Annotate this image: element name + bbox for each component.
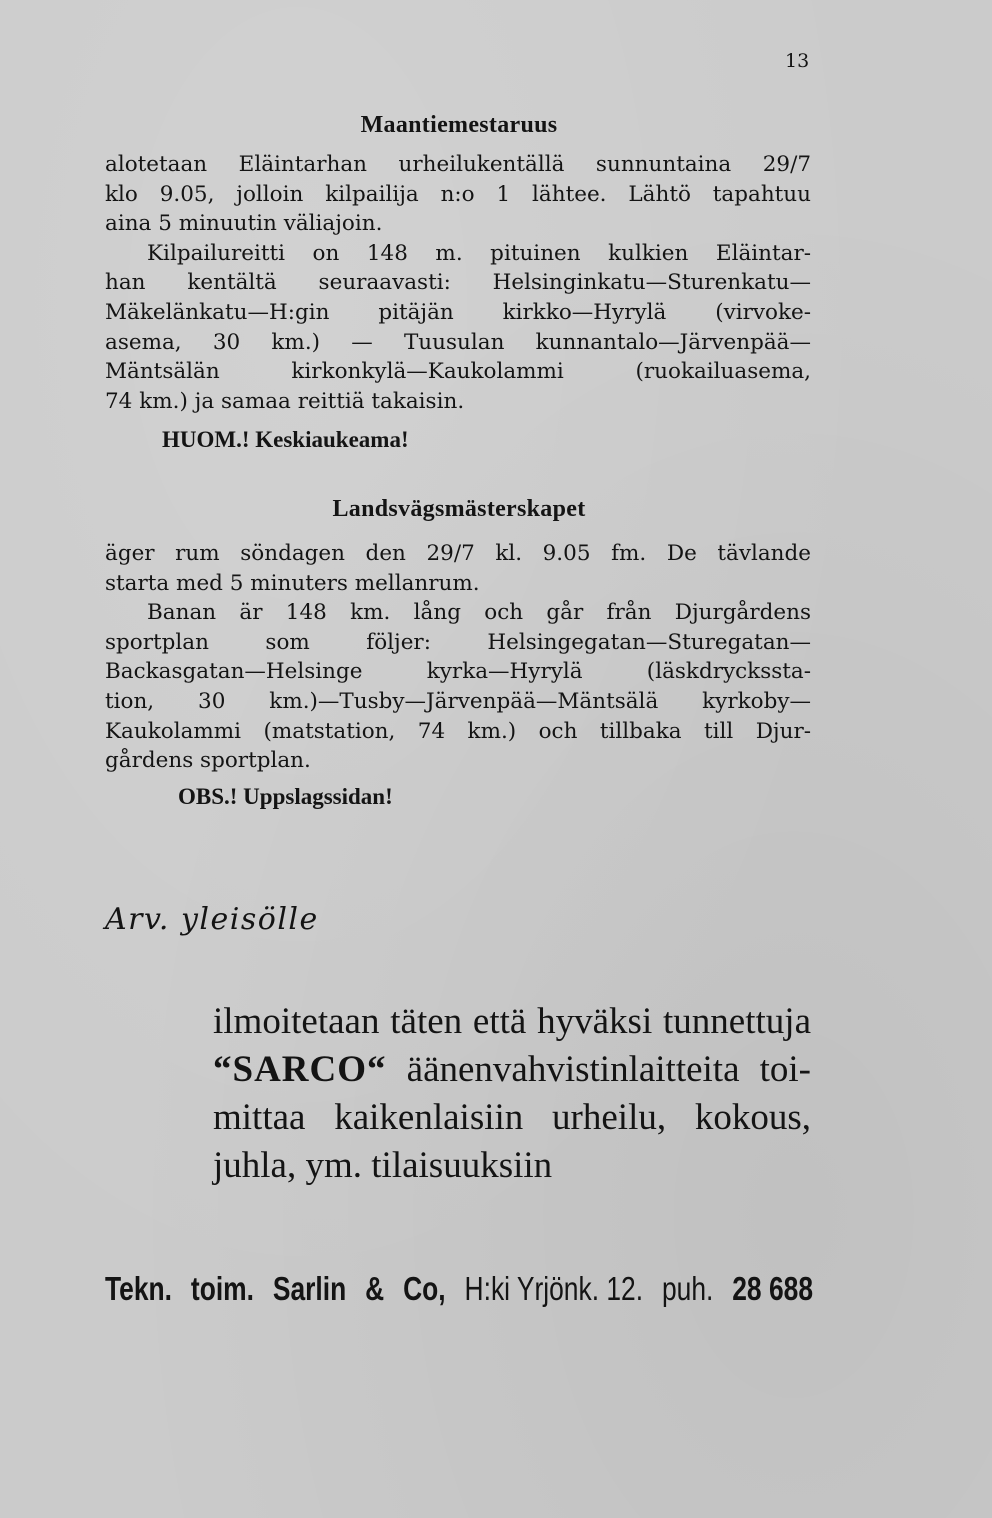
swedish-line: starta med 5 minuters mellanrum. bbox=[105, 570, 480, 596]
finnish-note: HUOM.! Keskiaukeama! bbox=[162, 427, 409, 452]
brand-name: “SARCO“ bbox=[213, 1049, 387, 1090]
swedish-paragraph bbox=[105, 539, 811, 776]
swedish-line: Banan är 148 km. lång och går från Djurgårdens bbox=[147, 600, 811, 626]
finnish-line: 74 km.) ja samaa reittiä takaisin. bbox=[105, 388, 465, 414]
finnish-line: klo 9.05, jolloin kilpailija n:o 1 lähtee. Lähtö tapahtuu bbox=[105, 181, 811, 207]
advert-body bbox=[213, 998, 811, 1190]
imprint-co: Co, bbox=[403, 1270, 446, 1307]
swedish-line: tion, 30 km.)—Tusby—Järvenpää—Mäntsälä kyrkoby— bbox=[105, 688, 811, 714]
page-number: 13 bbox=[785, 50, 810, 72]
imprint-company: Sarlin bbox=[272, 1270, 347, 1307]
advert-line bbox=[213, 1046, 811, 1094]
imprint-address: H:ki Yrjönk. 12. bbox=[464, 1270, 644, 1307]
swedish-section-title: Landsvägsmästerskapet bbox=[332, 496, 586, 522]
advert-line: juhla, ym. tilaisuuksiin bbox=[213, 1145, 553, 1186]
printer-imprint bbox=[105, 1270, 813, 1308]
imprint-ampersand: & bbox=[365, 1270, 385, 1307]
imprint-tekn: Tekn. bbox=[105, 1270, 172, 1307]
finnish-line: Mäkelänkatu—H:gin pitäjän kirkko—Hyrylä (virvoke- bbox=[105, 299, 811, 325]
advert-heading: Arv. yleisölle bbox=[105, 902, 319, 937]
swedish-note: OBS.! Uppslagssidan! bbox=[178, 784, 393, 809]
finnish-line: Kilpailureitti on 148 m. pituinen kulkien Eläintar- bbox=[147, 240, 811, 266]
advert-line: ilmoitetaan täten että hyväksi tunnettuja bbox=[213, 1001, 811, 1042]
swedish-line: Backasgatan—Helsinge kyrka—Hyrylä (läskdryckssta- bbox=[105, 659, 811, 685]
swedish-line: sportplan som följer: Helsingegatan—Sturegatan— bbox=[105, 629, 811, 655]
finnish-paragraph bbox=[105, 150, 811, 416]
finnish-line: Mäntsälän kirkonkylä—Kaukolammi (ruokailuasema, bbox=[105, 359, 811, 385]
advert-line-rest: äänenvahvistinlaitteita toi- bbox=[406, 1049, 811, 1090]
finnish-line: han kentältä seuraavasti: Helsinginkatu—Sturenkatu— bbox=[105, 270, 811, 296]
finnish-section-title: Maantiemestaruus bbox=[360, 112, 558, 138]
swedish-line: äger rum söndagen den 29/7 kl. 9.05 fm. De tävlande bbox=[105, 541, 811, 566]
finnish-line: asema, 30 km.) — Tuusulan kunnantalo—Järvenpää— bbox=[105, 329, 811, 355]
advert-line: mittaa kaikenlaisiin urheilu, kokous, bbox=[213, 1097, 811, 1138]
swedish-line: gårdens sportplan. bbox=[105, 748, 311, 774]
finnish-line: aina 5 minuutin väliajoin. bbox=[105, 211, 383, 237]
imprint-toim: toim. bbox=[190, 1270, 254, 1307]
imprint-puh: puh. bbox=[661, 1270, 714, 1307]
finnish-line: alotetaan Eläintarhan urheilukentällä sunnuntaina 29/7 bbox=[105, 152, 811, 177]
imprint-phone: 28 688 bbox=[732, 1270, 813, 1307]
swedish-line: Kaukolammi (matstation, 74 km.) och tillbaka till Djur- bbox=[105, 718, 811, 744]
